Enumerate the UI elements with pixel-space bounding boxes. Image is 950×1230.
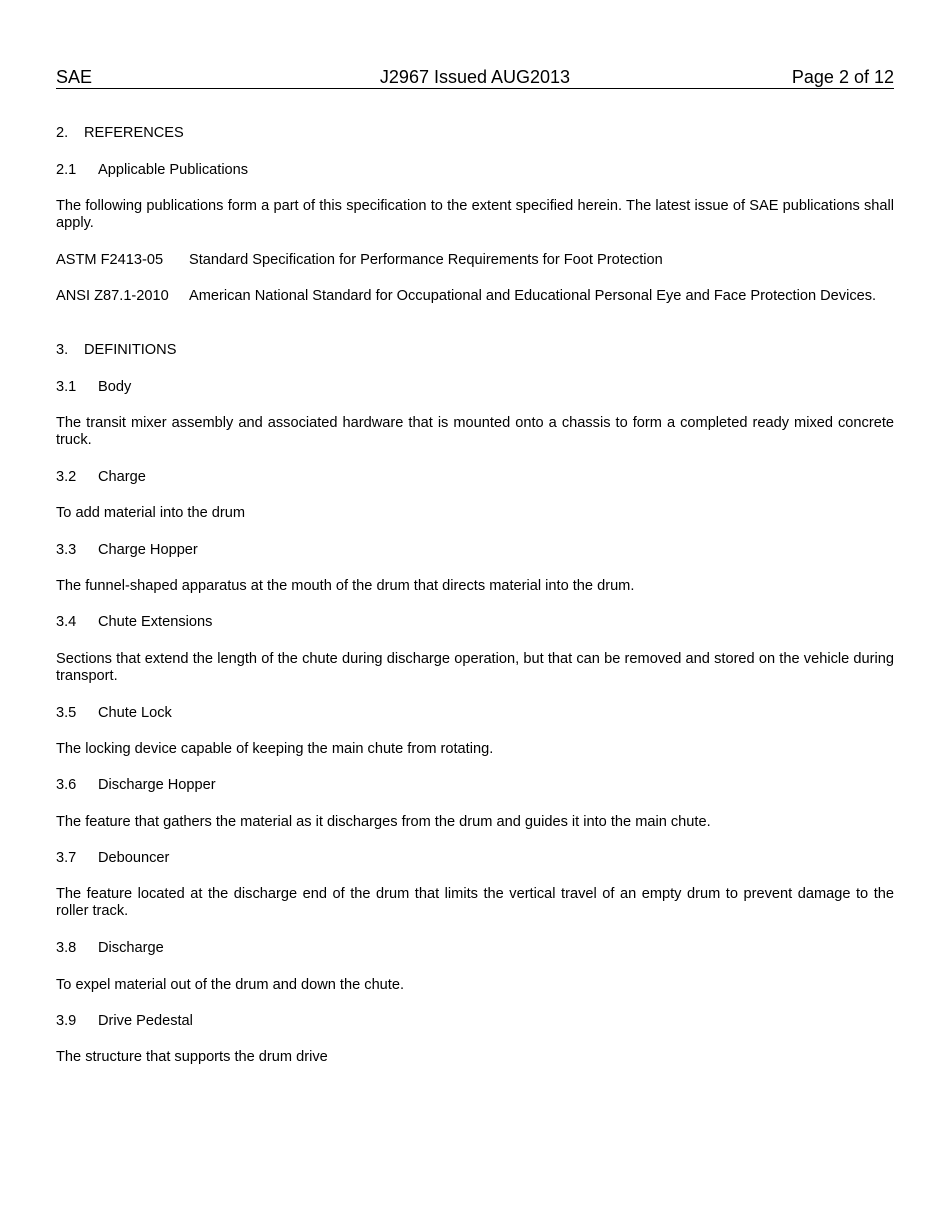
section-heading-references <box>56 125 894 142</box>
term-heading <box>56 940 894 957</box>
term-definition: To expel material out of the drum and down the chute. <box>56 977 405 993</box>
reference-title: Standard Specification for Performance Requirements for Foot Protection <box>189 252 663 268</box>
term-title: Charge <box>98 469 146 485</box>
term-number: 3.5 <box>56 705 77 721</box>
term-definition: The feature that gathers the material as it discharges from the drum and guides it into the main chute. <box>56 814 711 830</box>
header-org: SAE <box>56 67 93 87</box>
subsection-number: 2.1 <box>56 162 77 178</box>
section-heading-definitions <box>56 342 894 359</box>
term-number: 3.6 <box>56 777 77 793</box>
term-number: 3.4 <box>56 614 77 630</box>
term-title: Chute Extensions <box>98 614 213 630</box>
term-number: 3.7 <box>56 850 77 866</box>
header-page-number: Page 2 of 12 <box>791 67 894 87</box>
section-title: REFERENCES <box>84 125 184 141</box>
term-definition: The feature located at the discharge end of the drum that limits the vertical travel of an empty drum to prevent damage to the roller track. <box>56 886 894 919</box>
reference-entry <box>56 252 894 269</box>
header-doc-id: J2967 Issued AUG2013 <box>379 67 571 87</box>
term-number: 3.8 <box>56 940 77 956</box>
section-number: 3. <box>56 342 69 358</box>
term-title: Discharge Hopper <box>98 777 216 793</box>
term-definition: To add material into the drum <box>56 505 246 521</box>
term-definition: Sections that extend the length of the chute during discharge operation, but that can be removed and stored on the vehicle during transport. <box>56 651 894 684</box>
term-number: 3.2 <box>56 469 77 485</box>
term-title: Chute Lock <box>98 705 172 721</box>
term-definition: The transit mixer assembly and associated hardware that is mounted onto a chassis to form a completed ready mixed concrete truck. <box>56 415 894 448</box>
term-heading <box>56 379 894 396</box>
term-number: 3.3 <box>56 542 77 558</box>
term-title: Body <box>98 379 132 395</box>
term-heading <box>56 777 894 794</box>
term-heading <box>56 469 894 486</box>
term-definition: The locking device capable of keeping the main chute from rotating. <box>56 741 494 757</box>
subsection-heading-applicable <box>56 162 894 179</box>
term-heading <box>56 1013 894 1030</box>
term-title: Debouncer <box>98 850 170 866</box>
term-number: 3.9 <box>56 1013 77 1029</box>
term-definition: The funnel-shaped apparatus at the mouth of the drum that directs material into the drum. <box>56 578 635 594</box>
term-title: Drive Pedestal <box>98 1013 193 1029</box>
term-heading <box>56 614 894 631</box>
reference-id: ANSI Z87.1-2010 <box>56 288 169 304</box>
term-definition: The structure that supports the drum drive <box>56 1049 328 1065</box>
intro-paragraph: The following publications form a part of this specification to the extent specified herein. The latest issue of SAE publications shall apply. <box>56 198 894 231</box>
section-number: 2. <box>56 125 69 141</box>
reference-id: ASTM F2413-05 <box>56 252 164 268</box>
reference-title: American National Standard for Occupational and Educational Personal Eye and Face Protection Devices. <box>189 288 877 304</box>
term-title: Discharge <box>98 940 164 956</box>
section-title: DEFINITIONS <box>84 342 177 358</box>
subsection-title: Applicable Publications <box>98 162 249 178</box>
page-header <box>56 67 894 89</box>
reference-entry <box>56 288 894 305</box>
term-number: 3.1 <box>56 379 77 395</box>
term-heading <box>56 705 894 722</box>
term-title: Charge Hopper <box>98 542 198 558</box>
term-heading <box>56 542 894 559</box>
term-heading <box>56 850 894 867</box>
